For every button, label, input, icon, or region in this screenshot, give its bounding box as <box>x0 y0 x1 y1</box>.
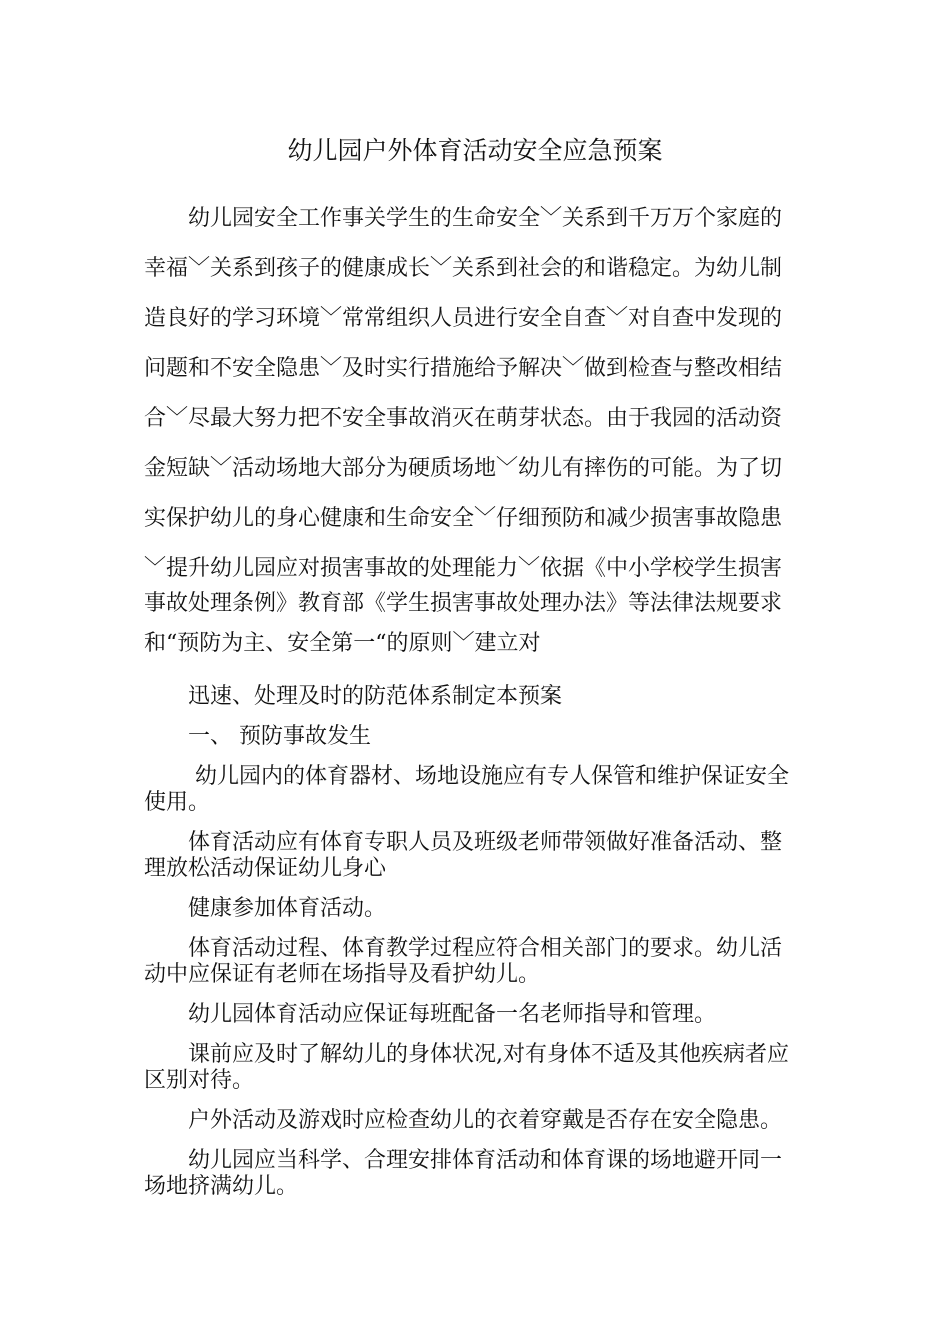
intro-line-7: 实保护幼儿的身心健康和生命安全﹀仔细预防和减少损害事故隐患 <box>144 506 783 531</box>
intro-line-3: 造良好的学习环境﹀常常组织人员进行安全自查﹀对自查中发现的 <box>144 306 783 331</box>
paragraph-line: 使用。 <box>144 790 211 815</box>
paragraph-1 <box>144 684 804 710</box>
intro-line-2: 幸福﹀关系到孩子的健康成长﹀关系到社会的和谐稳定。为幼儿制 <box>144 256 783 281</box>
paragraph-line: 户外活动及游戏时应检查幼儿的衣着穿戴是否存在安全隐患。 <box>144 1108 783 1133</box>
paragraph-line: 幼儿园体育活动应保证每班配备一名老师指导和管理。 <box>144 1002 717 1027</box>
paragraph-line: 迅速、处理及时的防范体系制定本预案 <box>144 684 563 709</box>
section-heading-1 <box>144 724 804 750</box>
paragraph-line: 动中应保证有老师在场指导及看护幼儿。 <box>144 962 541 987</box>
paragraph-6 <box>144 936 804 988</box>
paragraph-line: 课前应及时了解幼儿的身体状况,对有身体不适及其他疾病者应 <box>144 1042 789 1067</box>
intro-line-4: 问题和不安全隐患﹀及时实行措施给予解决﹀做到检查与整改相结 <box>144 356 783 381</box>
paragraph-line: 理放松活动保证幼儿身心 <box>144 856 387 881</box>
paragraph-line: 场地挤满幼儿。 <box>144 1174 299 1199</box>
paragraph-line: 区别对待。 <box>144 1068 255 1093</box>
intro-line-10: 和“预防为主、安全第一“的原则﹀建立对 <box>144 631 541 656</box>
intro-line-9: 事故处理条例》教育部《学生损害事故处理办法》等法律法规要求 <box>144 591 783 616</box>
paragraph-line: 健康参加体育活动。 <box>144 896 387 921</box>
paragraph-line: 体育活动应有体育专职人员及班级老师带领做好准备活动、整 <box>144 830 783 855</box>
paragraph-line: 幼儿园内的体育器材、场地设施应有专人保管和维护保证安全 <box>144 764 789 789</box>
intro-line-8: ﹀提升幼儿园应对损害事故的处理能力﹀依据《中小学校学生损害 <box>144 556 783 581</box>
paragraph-4 <box>144 830 804 882</box>
paragraph-10 <box>144 1148 804 1200</box>
paragraph-8 <box>144 1042 804 1094</box>
paragraph-line: 幼儿园应当科学、合理安排体育活动和体育课的场地避开同一 <box>144 1148 783 1173</box>
intro-line-1: 幼儿园安全工作事关学生的生命安全﹀关系到千万万个家庭的 <box>144 206 783 231</box>
intro-line-6: 金短缺﹀活动场地大部分为硬质场地﹀幼儿有摔伤的可能。为了切 <box>144 456 783 481</box>
document-title: 幼儿园户外体育活动安全应急预案 <box>287 136 663 165</box>
paragraph-5 <box>144 896 804 922</box>
paragraph-9 <box>144 1108 804 1134</box>
paragraph-line: 一、 预防事故发生 <box>144 724 371 749</box>
paragraph-3 <box>144 764 804 816</box>
intro-line-5: 合﹀尽最大努力把不安全事故消灭在萌芽状态。由于我园的活动资 <box>144 406 783 431</box>
paragraph-7 <box>144 1002 804 1028</box>
paragraph-line: 体育活动过程、体育教学过程应符合相关部门的要求。幼儿活 <box>144 936 783 961</box>
